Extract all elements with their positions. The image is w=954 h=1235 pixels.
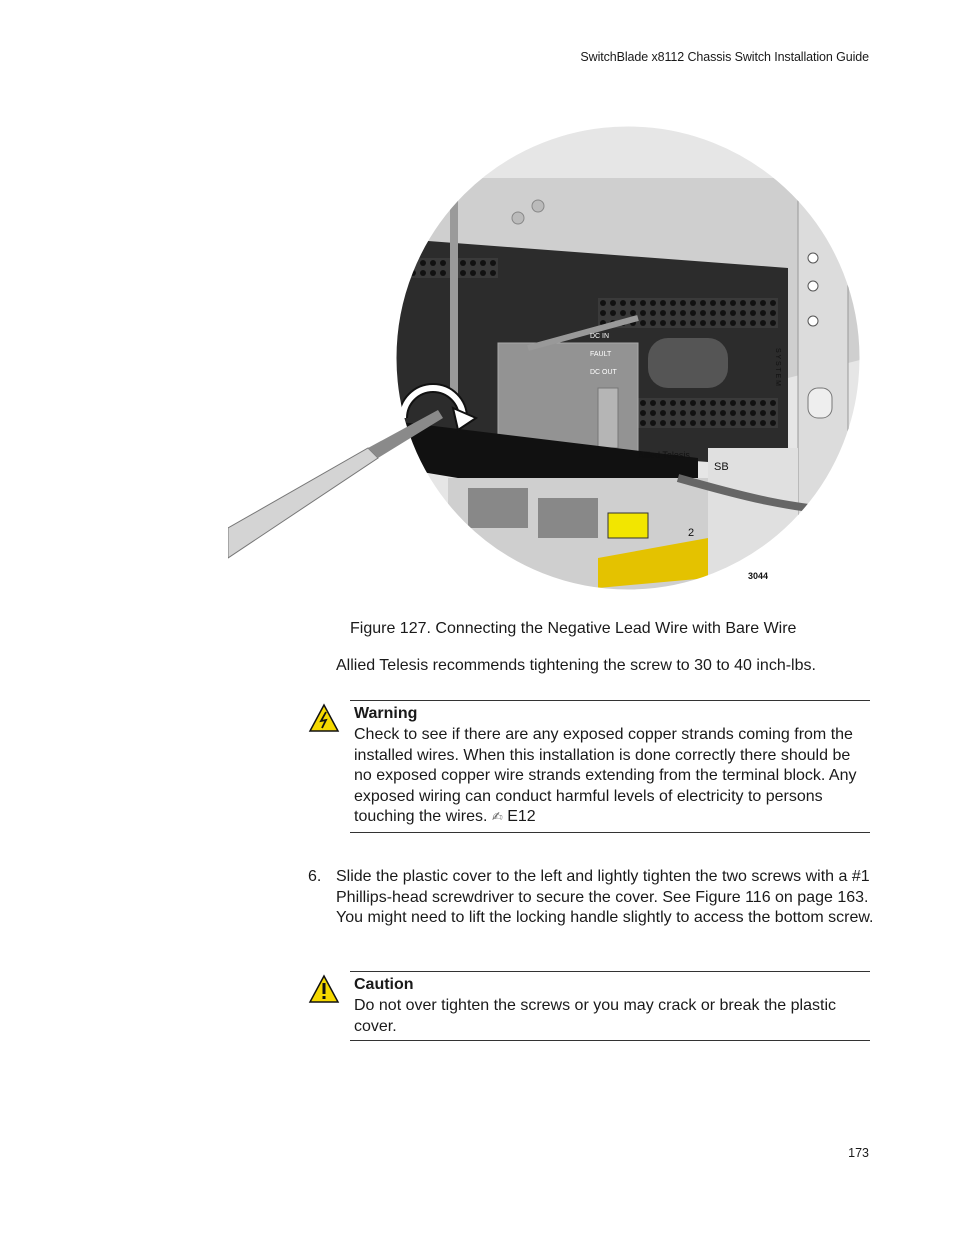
warning-body	[354, 725, 870, 832]
torque-paragraph: Allied Telesis recommends tightening the screw to 30 to 40 inch-lbs.	[336, 657, 816, 674]
step-number: 6.	[308, 868, 322, 885]
label-dc-in: DC IN	[590, 333, 610, 340]
label-fault: FAULT	[590, 351, 612, 358]
label-system: S Y S T E M	[774, 348, 781, 387]
caution-title: Caution	[354, 976, 414, 993]
figure-id: 3044	[748, 571, 769, 581]
warning-code: E12	[507, 808, 536, 825]
label-slot-a: SB	[714, 461, 729, 473]
step-6	[308, 867, 878, 929]
label-dc-out: DC OUT	[590, 369, 617, 376]
electrical-warning-icon	[308, 703, 340, 733]
figure-caption: Figure 127. Connecting the Negative Lead Wire with Bare Wire	[350, 620, 797, 637]
step-text: Slide the plastic cover to the left and lightly tighten the two screws with a #1 Phillips-head screwdriver to secure the cover. See Figure 116 on page 163. You might need to lift the locking handle slightly to access the bottom screw.	[336, 868, 874, 926]
signature-icon: ✍	[491, 810, 503, 825]
chassis-illustration	[228, 118, 868, 598]
label-slot-b: 2	[688, 527, 695, 539]
caution-box	[350, 971, 870, 1041]
warning-box	[350, 700, 870, 833]
label-brand: Allied Telesis	[638, 450, 690, 460]
warning-title: Warning	[354, 705, 418, 722]
running-header: SwitchBlade x8112 Chassis Switch Installation Guide	[580, 50, 869, 64]
caution-icon	[308, 974, 340, 1004]
page-number: 173	[848, 1146, 869, 1160]
figure-illustration	[228, 118, 868, 598]
caution-body: Do not over tighten the screws or you may crack or break the plastic cover.	[354, 997, 836, 1035]
warning-text: Check to see if there are any exposed copper strands coming from the installed wires. When this installation is done correctly there should be no exposed copper wire strands extending from the terminal block. Any exposed wiring can conduct harmful levels of electricity to persons touching the wires.	[354, 726, 857, 825]
